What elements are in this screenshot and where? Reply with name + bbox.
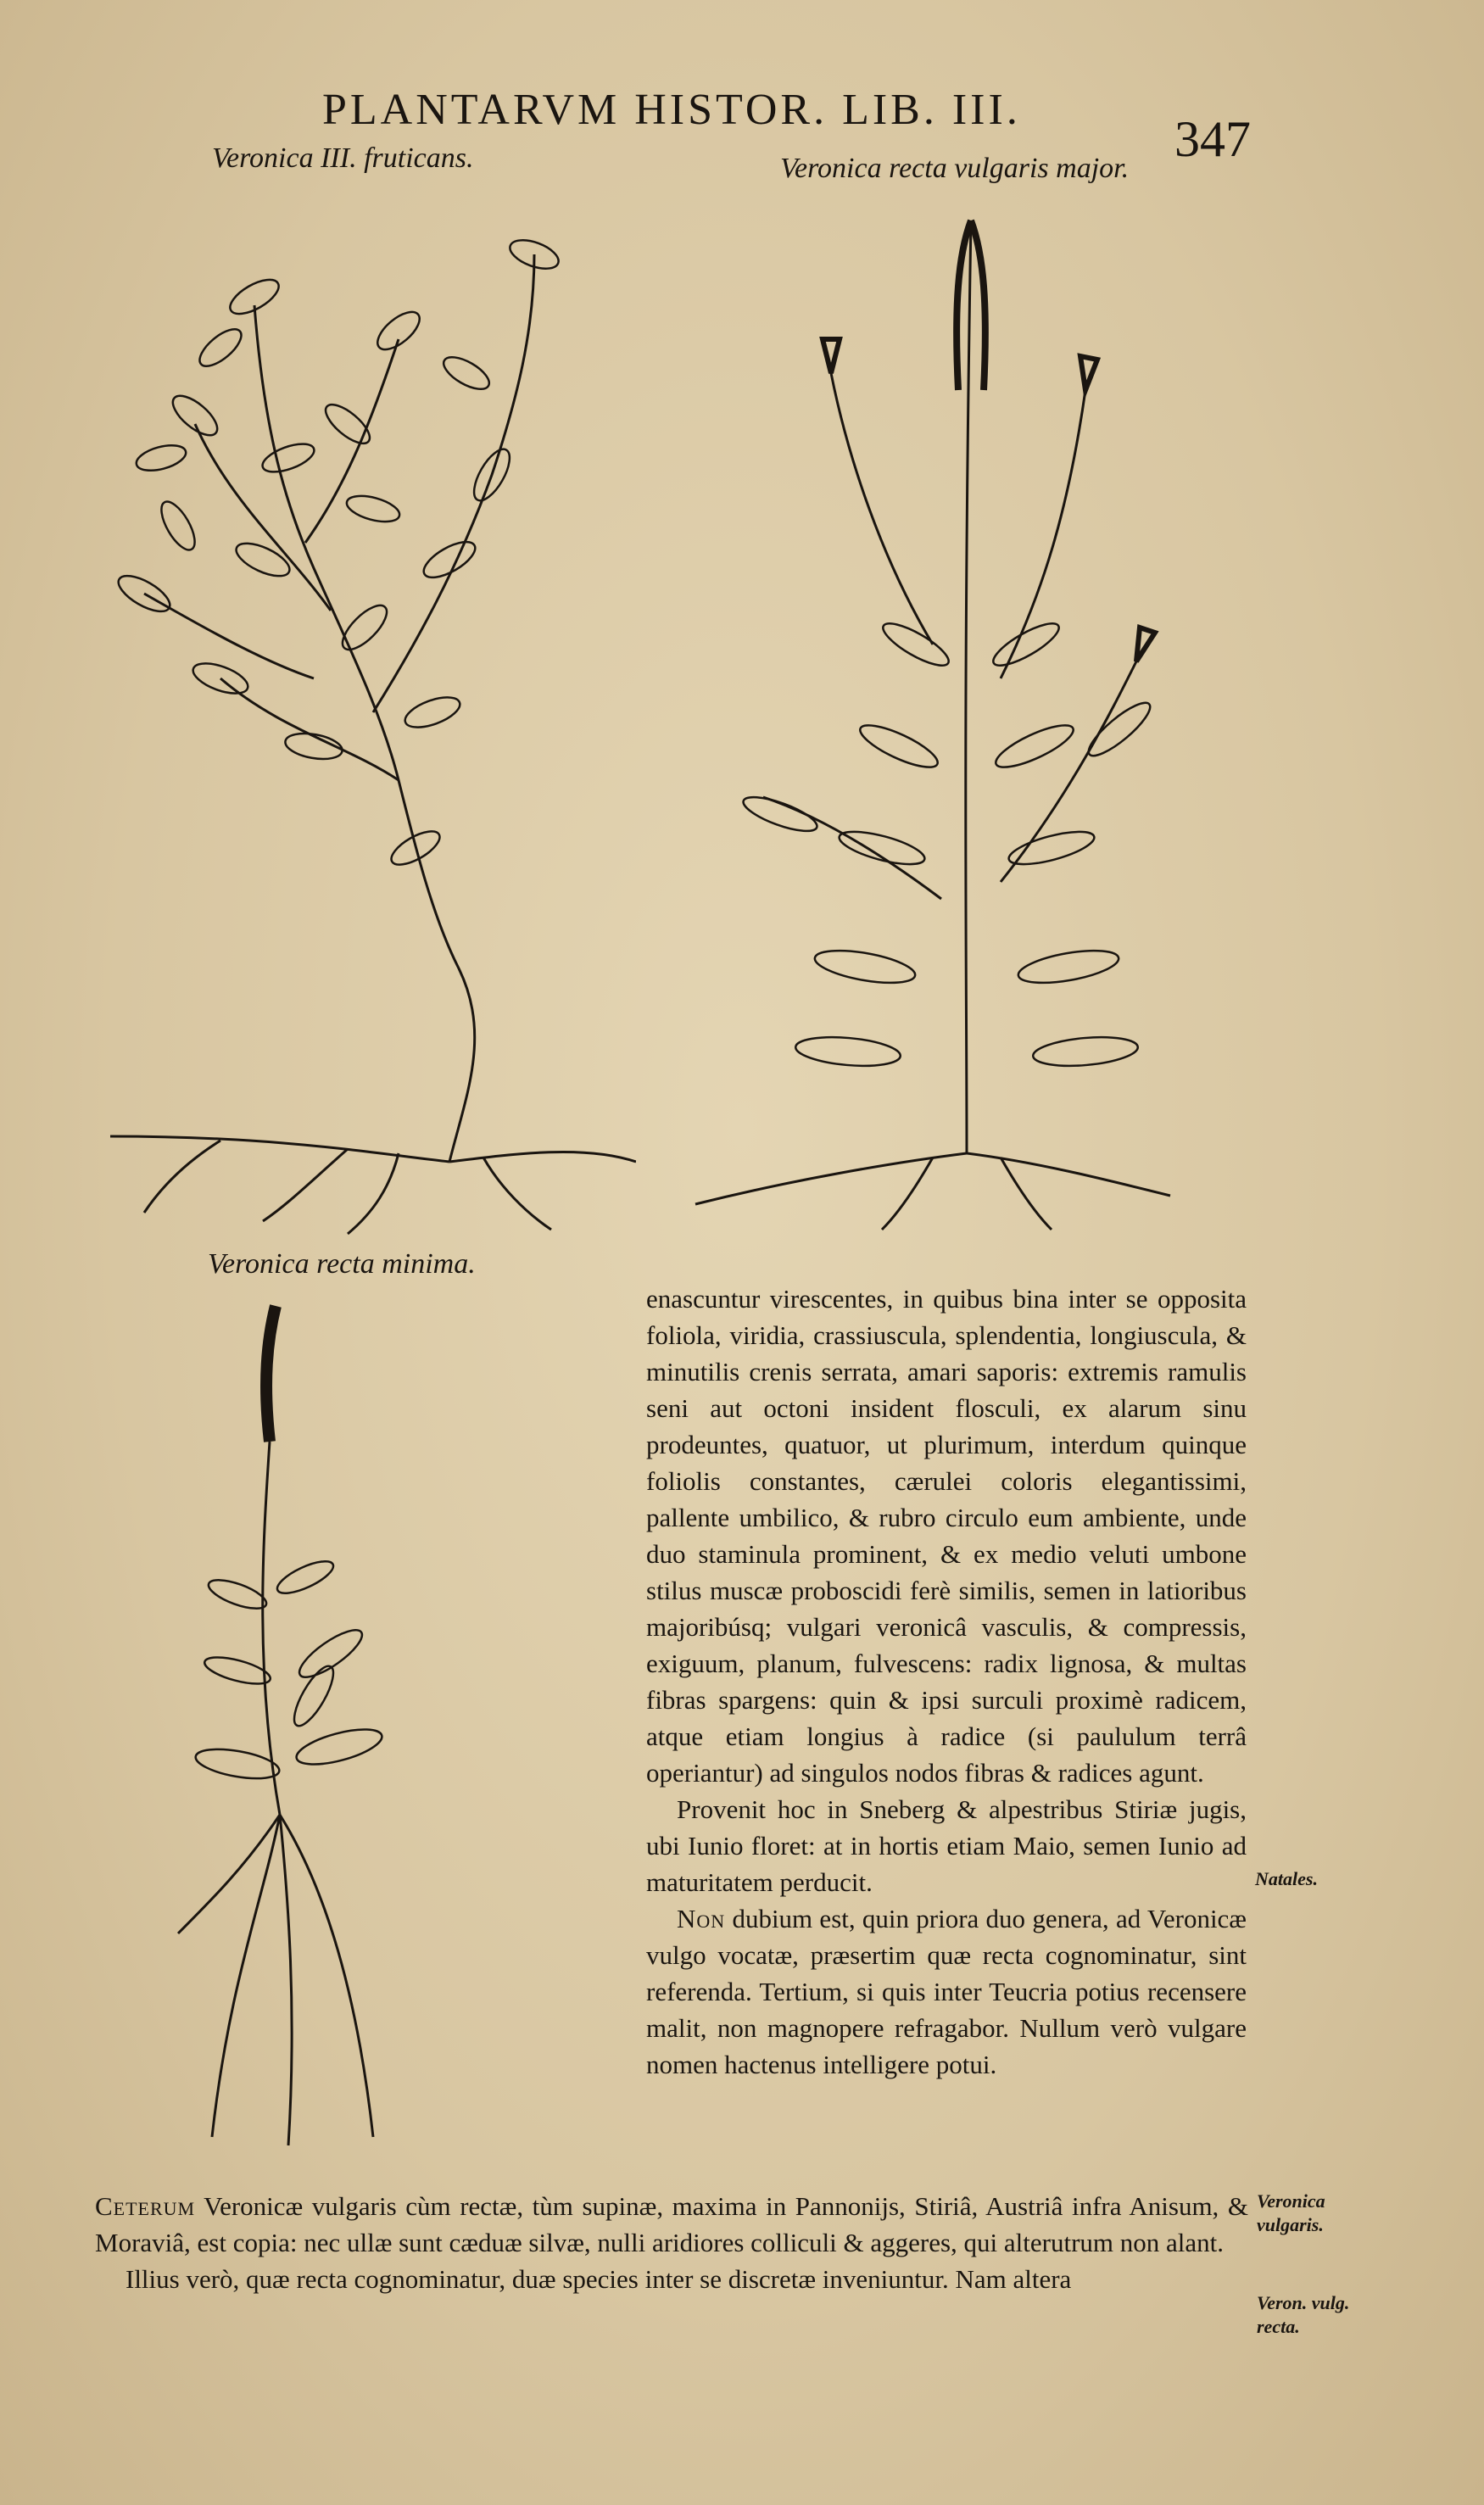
figure-caption-fruticans: Veronica III. fruticans. [212, 142, 474, 174]
woodcut-veronica-fruticans [93, 204, 636, 1238]
figure-caption-recta-major: Veronica recta vulgaris major. [780, 153, 1130, 184]
lead-word: Non [677, 1904, 726, 1933]
margin-note-line: vulgaris. [1257, 2214, 1324, 2235]
woodcut-veronica-recta-minima [161, 1289, 441, 2162]
paragraph-classification-text: dubium est, quin priora duo genera, ad Veronicæ vulgo vocatæ, præsertim quæ recta cognominatur, sint referenda. Tertium, si quis inter Teucria potius recensere malit, non magnopere refragabor. Nullum verò vulgare nomen hactenus intelligere potui. [646, 1904, 1247, 2079]
paragraph-distribution [95, 2188, 1248, 2261]
paragraph-species: Illius verò, quæ recta cognominatur, duæ species inter se discretæ inveniuntur. Nam altera [126, 2264, 1072, 2294]
paragraph-classification [646, 1900, 1247, 2083]
paragraph-habitat: Provenit hoc in Sneberg & alpestribus Stiriæ jugis, ubi Iunio floret: at in hortis etiam Maio, semen Iunio ad maturitatem perducit. [646, 1794, 1247, 1897]
margin-note-line: Veronica [1257, 2190, 1325, 2212]
woodcut-veronica-recta-major [678, 204, 1187, 1238]
main-text-column [646, 1280, 1247, 2083]
lead-word: Ceterum [95, 2191, 196, 2221]
running-title: PLANTARVM HISTOR. LIB. III. [322, 86, 1021, 134]
margin-note-natales: Natales. [1255, 1868, 1318, 1889]
paragraph-distribution-text: Veronicæ vulgaris cùm rectæ, tùm supinæ, maxima in Pannonijs, Stiriâ, Austriâ infra Anisum, & Moraviâ, est copia: nec ullæ sunt cæduæ silvæ, nulli aridiores colliculi & aggeres, qui alterutrum non alant. [95, 2191, 1248, 2257]
margin-note-veronica-vulgaris [1257, 2190, 1325, 2237]
margin-note-veron-vulg-recta [1257, 2291, 1349, 2339]
page-number: 347 [1174, 111, 1251, 167]
paragraph-description: enascuntur virescentes, in quibus bina inter se opposita foliola, viridia, crassiuscula, splendentia, longiuscula, & minutilis crenis serrata, amari saporis: extremis ramulis seni aut octoni insident flosculi, ex alarum sinu prodeuntes, quatuor, ut plurimum, interdum quinque foliolis constantes, cærulei coloris elegantissimi, pallente umbilico, & rubro circulo eum ambiente, unde duo staminula prominent, & ex medio veluti umbone stilus muscæ proboscidi ferè similis, semen in latioribus majoribúsq; vulgari veronicâ vasculis, & compressis, exiguum, planum, fulvescens: radix lignosa, & multas fibras spargens: quin & ipsi surculi proximè radicem, atque etiam longius à radice (si paululum terrâ operiantur) ad singulos nodos fibras & radices agunt. [646, 1284, 1247, 1788]
margin-note-line: recta. [1257, 2316, 1300, 2337]
margin-note-line: Veron. vulg. [1257, 2292, 1350, 2313]
bottom-text-block [95, 2188, 1248, 2297]
figure-caption-recta-minima: Veronica recta minima. [208, 1248, 476, 1280]
